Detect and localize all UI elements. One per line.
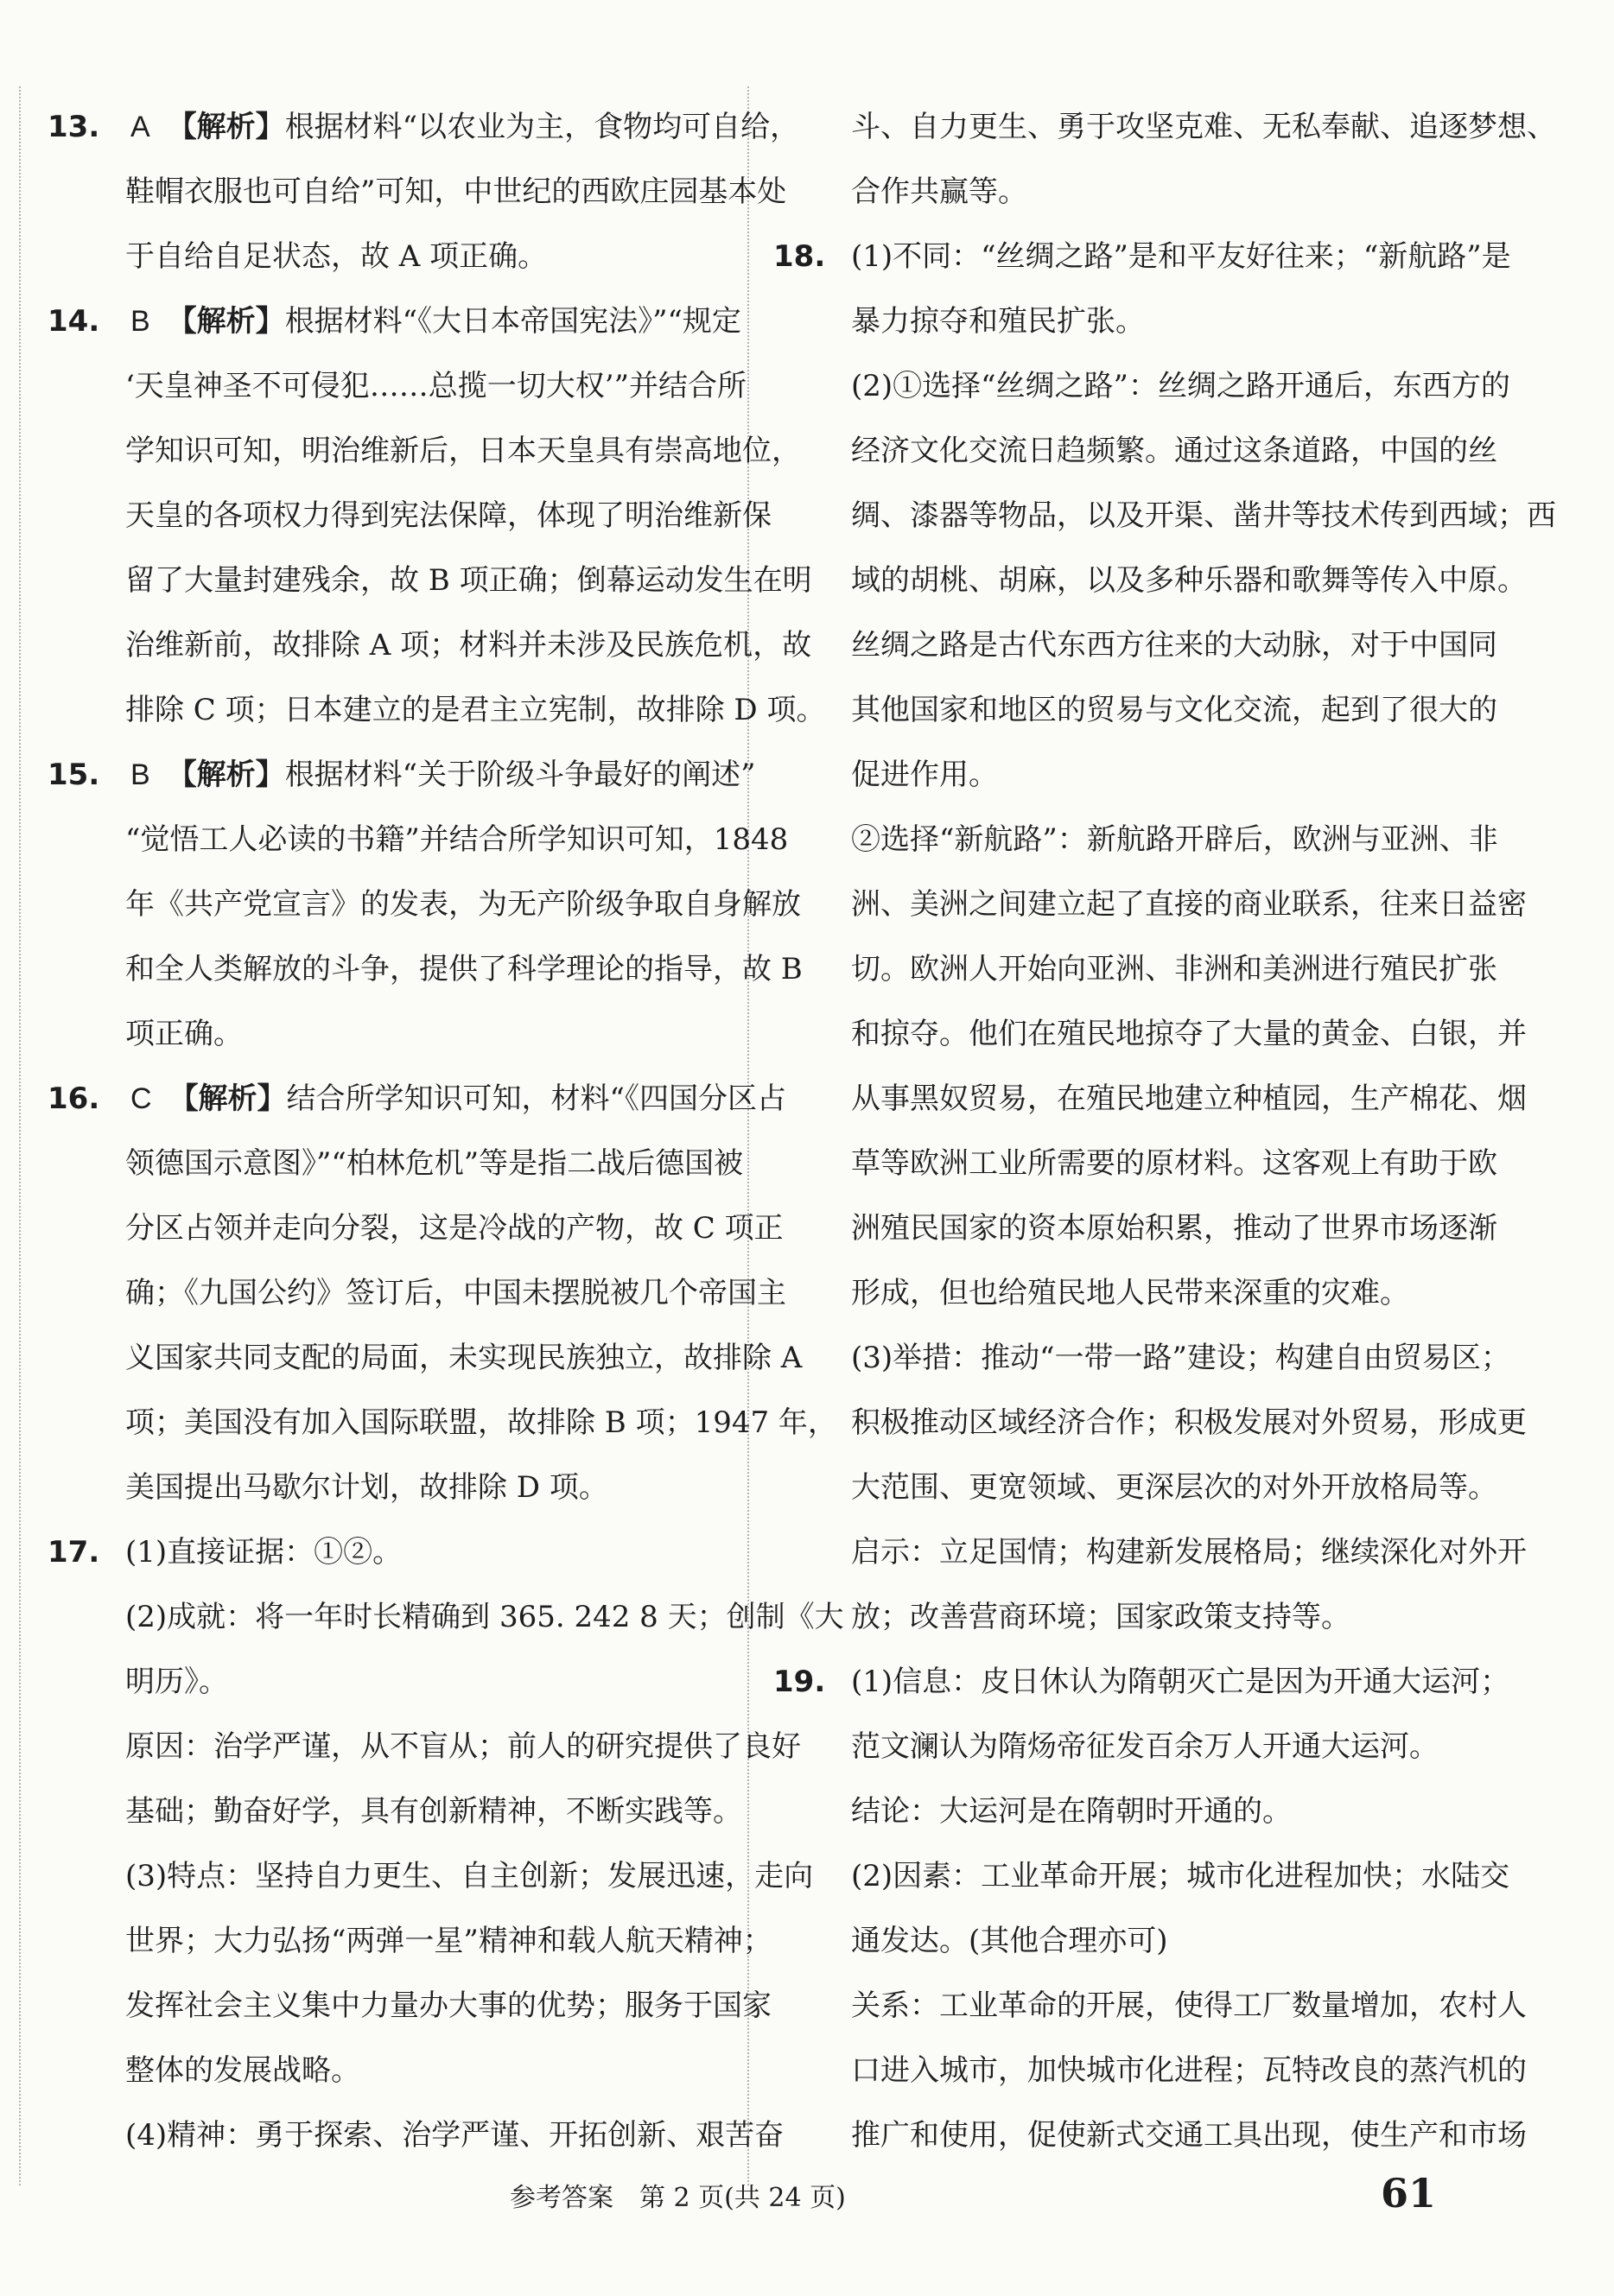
answer-line: 推广和使用，促使新式交通工具出现，使生产和市场: [851, 2118, 1527, 2153]
answer-line: (2)①选择“丝绸之路”：丝绸之路开通后，东西方的: [851, 369, 1510, 403]
answer-line: 丝绸之路是古代东西方往来的大动脉，对于中国同: [851, 628, 1497, 663]
answer-line: 积极推动区域经济合作；积极发展对外贸易，形成更: [851, 1405, 1527, 1440]
answer-choice: C: [130, 1082, 152, 1115]
answer-line: 项；美国没有加入国际联盟，故排除 B 项；1947 年，: [125, 1405, 837, 1440]
analysis-tag: 【解析】: [167, 304, 285, 339]
answer-line: 口进入城市，加快城市化进程；瓦特改良的蒸汽机的: [851, 2053, 1527, 2088]
answer-15: [48, 743, 803, 1067]
answer-line: 其他国家和地区的贸易与文化交流，起到了很大的: [851, 693, 1497, 727]
answer-line: 原因：治学严谨，从不盲从；前人的研究提供了良好: [125, 1729, 801, 1764]
answer-line: (1)信息：皮日休认为隋朝灭亡是因为开通大运河；: [851, 1665, 1510, 1699]
answer-line: (2)成就：将一年时长精确到 365. 242 8 天；创制《大: [125, 1600, 844, 1634]
answer-line: 范文澜认为隋炀帝征发百余万人开通大运河。: [851, 1729, 1439, 1764]
answer-line: 根据材料“关于阶级斗争最好的阐述”: [284, 758, 756, 792]
answer-line: 根据材料“以农业为主，食物均可自给，: [284, 110, 800, 144]
answer-line: 根据材料“《大日本帝国宪法》”“规定: [284, 304, 741, 339]
question-number: 17.: [48, 1535, 100, 1570]
question-number: 15.: [48, 758, 100, 792]
answer-line: 留了大量封建残余，故 B 项正确；倒幕运动发生在明: [125, 563, 812, 598]
analysis-tag: 【解析】: [167, 110, 285, 144]
right-column: [773, 95, 1556, 2168]
answer-line: 洲、美洲之间建立起了直接的商业联系，往来日益密: [851, 887, 1527, 922]
answer-line: 分区占领并走向分裂，这是冷战的产物，故 C 项正: [125, 1211, 784, 1246]
question-number: 14.: [48, 304, 100, 339]
answer-line: (1)不同：“丝绸之路”是和平友好往来；“新航路”是: [851, 239, 1511, 274]
answer-line: 结合所学知识可知，材料“《四国分区占: [286, 1081, 786, 1116]
answer-18: [773, 225, 1556, 1650]
answer-choice: B: [130, 758, 150, 791]
answer-line: 暴力掠夺和殖民扩张。: [851, 304, 1145, 339]
answer-line: 排除 C 项；日本建立的是君主立宪制，故排除 D 项。: [125, 693, 826, 727]
answer-14: [48, 289, 826, 743]
question-number: 18.: [773, 239, 826, 274]
page-number: 61: [1381, 2170, 1437, 2217]
answer-line: 草等欧洲工业所需要的原材料。这客观上有助于欧: [851, 1146, 1497, 1181]
answer-17-continued: [773, 95, 1556, 225]
answer-line: 从事黑奴贸易，在殖民地建立种植园，生产棉花、烟: [851, 1081, 1527, 1116]
answer-line: 放；改善营商环境；国家政策支持等。: [851, 1600, 1350, 1634]
answer-line: 年《共产党宣言》的发表，为无产阶级争取自身解放: [125, 887, 801, 922]
answer-line: 洲殖民国家的资本原始积累，推动了世界市场逐渐: [851, 1211, 1497, 1246]
answer-line: 世界；大力弘扬“两弹一星”精神和载人航天精神；: [125, 1924, 772, 1958]
left-margin-rule: [19, 86, 21, 2185]
answer-line: 基础；勤奋好学，具有创新精神，不断实践等。: [125, 1794, 742, 1829]
answer-line: 经济文化交流日趋频繁。通过这条道路，中国的丝: [851, 434, 1497, 468]
answer-line: 和全人类解放的斗争，提供了科学理论的指导，故 B: [125, 952, 803, 986]
answer-line: 启示：立足国情；构建新发展格局；继续深化对外开: [851, 1535, 1527, 1570]
answer-line: 天皇的各项权力得到宪法保障，体现了明治维新保: [125, 498, 772, 533]
answer-line: 鞋帽衣服也可自给”可知，中世纪的西欧庄园基本处: [125, 174, 787, 209]
answer-line: (1)直接证据：①②。: [125, 1535, 403, 1570]
answer-line: 切。欧洲人开始向亚洲、非洲和美洲进行殖民扩张: [851, 952, 1497, 986]
answer-16: [48, 1067, 837, 1520]
answer-line: 整体的发展战略。: [125, 2053, 360, 2088]
answer-line: 通发达。(其他合理亦可): [851, 1924, 1168, 1958]
answer-line: (4)精神：勇于探索、治学严谨、开拓创新、艰苦奋: [125, 2118, 785, 2153]
analysis-tag: 【解析】: [167, 758, 285, 792]
answer-line: 合作共赢等。: [851, 174, 1027, 209]
answer-line: 领德国示意图》”“柏林危机”等是指二战后德国被: [125, 1146, 744, 1181]
answer-line: 斗、自力更生、勇于攻坚克难、无私奉献、追逐梦想、: [851, 110, 1556, 144]
answer-line: 结论：大运河是在隋朝时开通的。: [851, 1794, 1292, 1829]
answer-line: 形成，但也给殖民地人民带来深重的灾难。: [851, 1276, 1409, 1310]
answer-line: ②选择“新航路”：新航路开辟后，欧洲与亚洲、非: [851, 822, 1498, 857]
answer-line: 发挥社会主义集中力量办大事的优势；服务于国家: [125, 1988, 772, 2023]
question-number: 13.: [48, 110, 100, 144]
answer-line: 促进作用。: [851, 758, 998, 792]
answer-line: 大范围、更宽领域、更深层次的对外开放格局等。: [851, 1470, 1497, 1505]
answer-line: 义国家共同支配的局面，未实现民族独立，故排除 A: [125, 1341, 803, 1375]
answer-line: 治维新前，故排除 A 项；材料并未涉及民族危机，故: [125, 628, 812, 663]
answer-line: 于自给自足状态，故 A 项正确。: [125, 239, 548, 274]
answer-line: ‘天皇神圣不可侵犯……总揽一切大权’”并结合所: [125, 369, 747, 403]
answer-choice: B: [130, 305, 150, 338]
answer-line: (2)因素：工业革命开展；城市化进程加快；水陆交: [851, 1859, 1510, 1893]
answer-line: 域的胡桃、胡麻，以及多种乐器和歌舞等传入中原。: [851, 563, 1527, 598]
answer-line: 项正确。: [125, 1017, 243, 1051]
answer-line: 绸、漆器等物品，以及开渠、凿井等技术传到西域；西: [851, 498, 1556, 533]
answer-line: 美国提出马歇尔计划，故排除 D 项。: [125, 1470, 608, 1505]
answer-line: (3)举措：推动“一带一路”建设；构建自由贸易区；: [851, 1341, 1510, 1375]
answer-line: (3)特点：坚持自力更生、自主创新；发展迅速，走向: [125, 1859, 814, 1893]
analysis-tag: 【解析】: [168, 1081, 287, 1116]
answer-line: 关系：工业革命的开展，使得工厂数量增加，农村人: [851, 1988, 1527, 2023]
answer-choice: A: [130, 111, 150, 143]
answer-19: [773, 1650, 1527, 2168]
answer-line: 和掠夺。他们在殖民地掠夺了大量的黄金、白银，并: [851, 1017, 1527, 1051]
answer-line: 明历》。: [125, 1665, 228, 1699]
answer-line: 学知识可知，明治维新后，日本天皇具有崇高地位，: [125, 434, 801, 468]
left-column: [48, 95, 844, 2168]
footer-caption: 参考答案 第 2 页(共 24 页): [510, 2183, 846, 2213]
question-number: 19.: [773, 1665, 826, 1699]
answer-line: “觉悟工人必读的书籍”并结合所学知识可知，1848: [125, 822, 789, 857]
question-number: 16.: [48, 1081, 100, 1116]
answer-line: 确；《九国公约》签订后，中国未摆脱被几个帝国主: [125, 1276, 786, 1310]
